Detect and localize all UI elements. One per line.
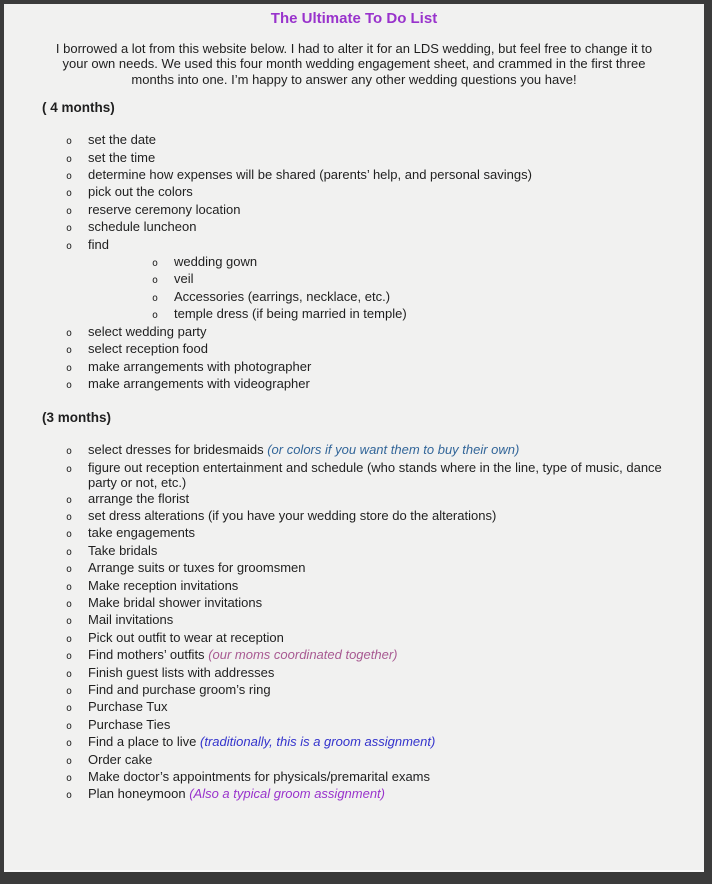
circle-bullet-icon: o [66, 205, 73, 217]
item-text-wrap [88, 786, 668, 801]
list-item [4, 525, 668, 542]
item-text: Purchase Ties [88, 716, 171, 732]
item-text: reserve ceremony location [88, 201, 241, 217]
list-item [4, 786, 668, 803]
item-note: (Also a typical groom assignment) [189, 786, 386, 802]
todo-list [4, 132, 704, 393]
list-item [4, 595, 668, 612]
item-text-wrap [88, 769, 668, 784]
item-text-wrap [88, 752, 668, 767]
circle-bullet-icon: o [66, 755, 73, 767]
list-item [4, 543, 668, 560]
item-text-wrap [88, 525, 668, 540]
item-text-wrap [88, 630, 668, 645]
todo-section [4, 410, 704, 804]
list-item [4, 578, 668, 595]
circle-bullet-icon: o [66, 188, 73, 200]
list-item [4, 508, 668, 525]
item-text-wrap [88, 237, 668, 252]
item-text: figure out reception entertainment and schedule (who stands where in the line, type of music, dance party or not, etc.) [88, 459, 662, 491]
todo-sections [4, 100, 704, 804]
item-text: Plan honeymoon [88, 786, 186, 802]
item-text-wrap [174, 306, 668, 321]
list-item [4, 167, 668, 184]
list-item [4, 647, 668, 664]
item-text: set the date [88, 132, 156, 148]
circle-bullet-icon: o [66, 651, 73, 663]
circle-bullet-icon: o [66, 773, 73, 785]
circle-bullet-icon: o [66, 240, 73, 252]
list-item [4, 682, 668, 699]
circle-bullet-icon: o [66, 446, 73, 458]
list-item [4, 150, 668, 167]
item-text-wrap [88, 578, 668, 593]
circle-bullet-icon: o [152, 292, 159, 304]
circle-bullet-icon: o [152, 275, 159, 287]
item-text-wrap [88, 491, 668, 506]
item-text: pick out the colors [88, 184, 193, 200]
item-text-wrap [88, 595, 668, 610]
item-text: Accessories (earrings, necklace, etc.) [174, 288, 391, 304]
item-text-wrap [88, 442, 668, 457]
item-text-wrap [88, 682, 668, 697]
circle-bullet-icon: o [66, 171, 73, 183]
circle-bullet-icon: o [66, 703, 73, 715]
item-text: Find a place to live [88, 734, 197, 750]
circle-bullet-icon: o [66, 136, 73, 148]
item-text: veil [174, 271, 194, 287]
item-text: make arrangements with photographer [88, 358, 312, 374]
item-text-wrap [88, 543, 668, 558]
list-item [4, 219, 668, 236]
item-text-wrap [174, 271, 668, 286]
item-text-wrap [88, 376, 668, 391]
list-item [4, 717, 668, 734]
item-text-wrap [174, 289, 668, 304]
circle-bullet-icon: o [66, 345, 73, 357]
list-item [4, 769, 668, 786]
list-item [4, 442, 668, 459]
list-item [4, 560, 668, 577]
item-text-wrap [88, 665, 668, 680]
list-item [4, 752, 668, 769]
item-text: Order cake [88, 751, 153, 767]
item-text: find [88, 236, 109, 252]
circle-bullet-icon: o [66, 327, 73, 339]
item-text-wrap [88, 460, 668, 491]
item-text: Make bridal shower invitations [88, 594, 263, 610]
item-text: Find and purchase groom’s ring [88, 682, 271, 697]
item-text: Make reception invitations [88, 577, 239, 593]
item-text-wrap [174, 254, 668, 269]
list-item [4, 184, 668, 201]
item-text: select reception food [88, 341, 208, 357]
item-text: schedule luncheon [88, 219, 197, 235]
item-text-wrap [88, 734, 668, 749]
circle-bullet-icon: o [66, 511, 73, 523]
item-text-wrap [88, 717, 668, 732]
list-item [4, 359, 668, 376]
circle-bullet-icon: o [66, 223, 73, 235]
circle-bullet-icon: o [66, 616, 73, 628]
intro-line: your own needs. We used this four month wedding engagement sheet, and crammed in the first three [62, 56, 646, 72]
item-text-wrap [88, 612, 668, 627]
item-text-wrap [88, 341, 668, 356]
list-item [4, 491, 668, 508]
circle-bullet-icon: o [66, 686, 73, 697]
circle-bullet-icon: o [66, 790, 73, 802]
circle-bullet-icon: o [152, 258, 159, 270]
circle-bullet-icon: o [152, 310, 159, 322]
circle-bullet-icon: o [66, 598, 73, 610]
intro-line: months into one. I’m happy to answer any other wedding questions you have! [131, 71, 577, 87]
list-item [4, 665, 668, 682]
circle-bullet-icon: o [66, 738, 73, 750]
item-text: Mail invitations [88, 612, 174, 628]
item-text-wrap [88, 167, 668, 182]
intro-paragraph [4, 41, 704, 87]
item-text: make arrangements with videographer [88, 375, 310, 391]
page-title: The Ultimate To Do List [270, 10, 438, 27]
list-item [4, 630, 668, 647]
item-text-wrap [88, 202, 668, 217]
todo-list [4, 442, 704, 804]
item-text-wrap [88, 184, 668, 199]
circle-bullet-icon: o [66, 463, 73, 475]
item-text-wrap [88, 324, 668, 339]
item-text: Make doctor’s appointments for physicals/premarital exams [88, 769, 430, 785]
item-text: temple dress (if being married in temple) [174, 306, 407, 322]
section-heading: (3 months) [42, 410, 111, 426]
item-text-wrap [88, 132, 668, 147]
item-text-wrap [88, 359, 668, 374]
list-item [4, 734, 668, 751]
item-text-wrap [88, 560, 668, 575]
item-text: Arrange suits or tuxes for groomsmen [88, 560, 306, 576]
item-text: take engagements [88, 525, 195, 541]
list-item [4, 376, 668, 393]
section-heading: ( 4 months) [42, 100, 115, 116]
circle-bullet-icon: o [66, 633, 73, 645]
list-item [4, 460, 668, 491]
item-note: (or colors if you want them to buy their own) [267, 442, 520, 458]
list-item [4, 324, 668, 341]
item-note: (our moms coordinated together) [208, 647, 398, 663]
todo-section [4, 100, 704, 393]
list-item [4, 699, 668, 716]
circle-bullet-icon: o [66, 362, 73, 374]
item-text-wrap [88, 647, 668, 662]
list-item [4, 289, 668, 306]
item-text: select dresses for bridesmaids [88, 442, 264, 458]
list-item [4, 341, 668, 358]
item-text-wrap [88, 508, 668, 523]
item-text: set the time [88, 149, 156, 165]
list-item [4, 132, 668, 149]
circle-bullet-icon: o [66, 668, 73, 680]
item-text: Purchase Tux [88, 699, 168, 715]
item-text: Finish guest lists with addresses [88, 664, 275, 680]
item-text-wrap [88, 699, 668, 714]
intro-line: I borrowed a lot from this website below. I had to alter it for an LDS wedding, but feel free to change it to [55, 41, 653, 56]
list-item [4, 271, 668, 288]
document-page [4, 4, 704, 872]
circle-bullet-icon: o [66, 529, 73, 541]
circle-bullet-icon: o [66, 153, 73, 165]
item-text: Take bridals [88, 542, 158, 558]
item-text-wrap [88, 219, 668, 234]
list-item [4, 237, 668, 254]
circle-bullet-icon: o [66, 581, 73, 593]
circle-bullet-icon: o [66, 546, 73, 558]
item-text: set dress alterations (if you have your wedding store do the alterations) [88, 507, 497, 523]
item-text: arrange the florist [88, 490, 190, 506]
list-item [4, 254, 668, 271]
circle-bullet-icon: o [66, 720, 73, 732]
item-text: Find mothers’ outfits [88, 647, 205, 663]
circle-bullet-icon: o [66, 379, 73, 391]
item-text: wedding gown [174, 254, 258, 270]
list-item [4, 202, 668, 219]
item-note: (traditionally, this is a groom assignment) [200, 734, 436, 750]
circle-bullet-icon: o [66, 564, 73, 576]
list-item [4, 306, 668, 323]
item-text-wrap [88, 150, 668, 165]
item-text: select wedding party [88, 323, 207, 339]
item-text: determine how expenses will be shared (parents’ help, and personal savings) [88, 167, 532, 183]
item-text: Pick out outfit to wear at reception [88, 629, 284, 645]
list-item [4, 612, 668, 629]
circle-bullet-icon: o [66, 494, 73, 506]
